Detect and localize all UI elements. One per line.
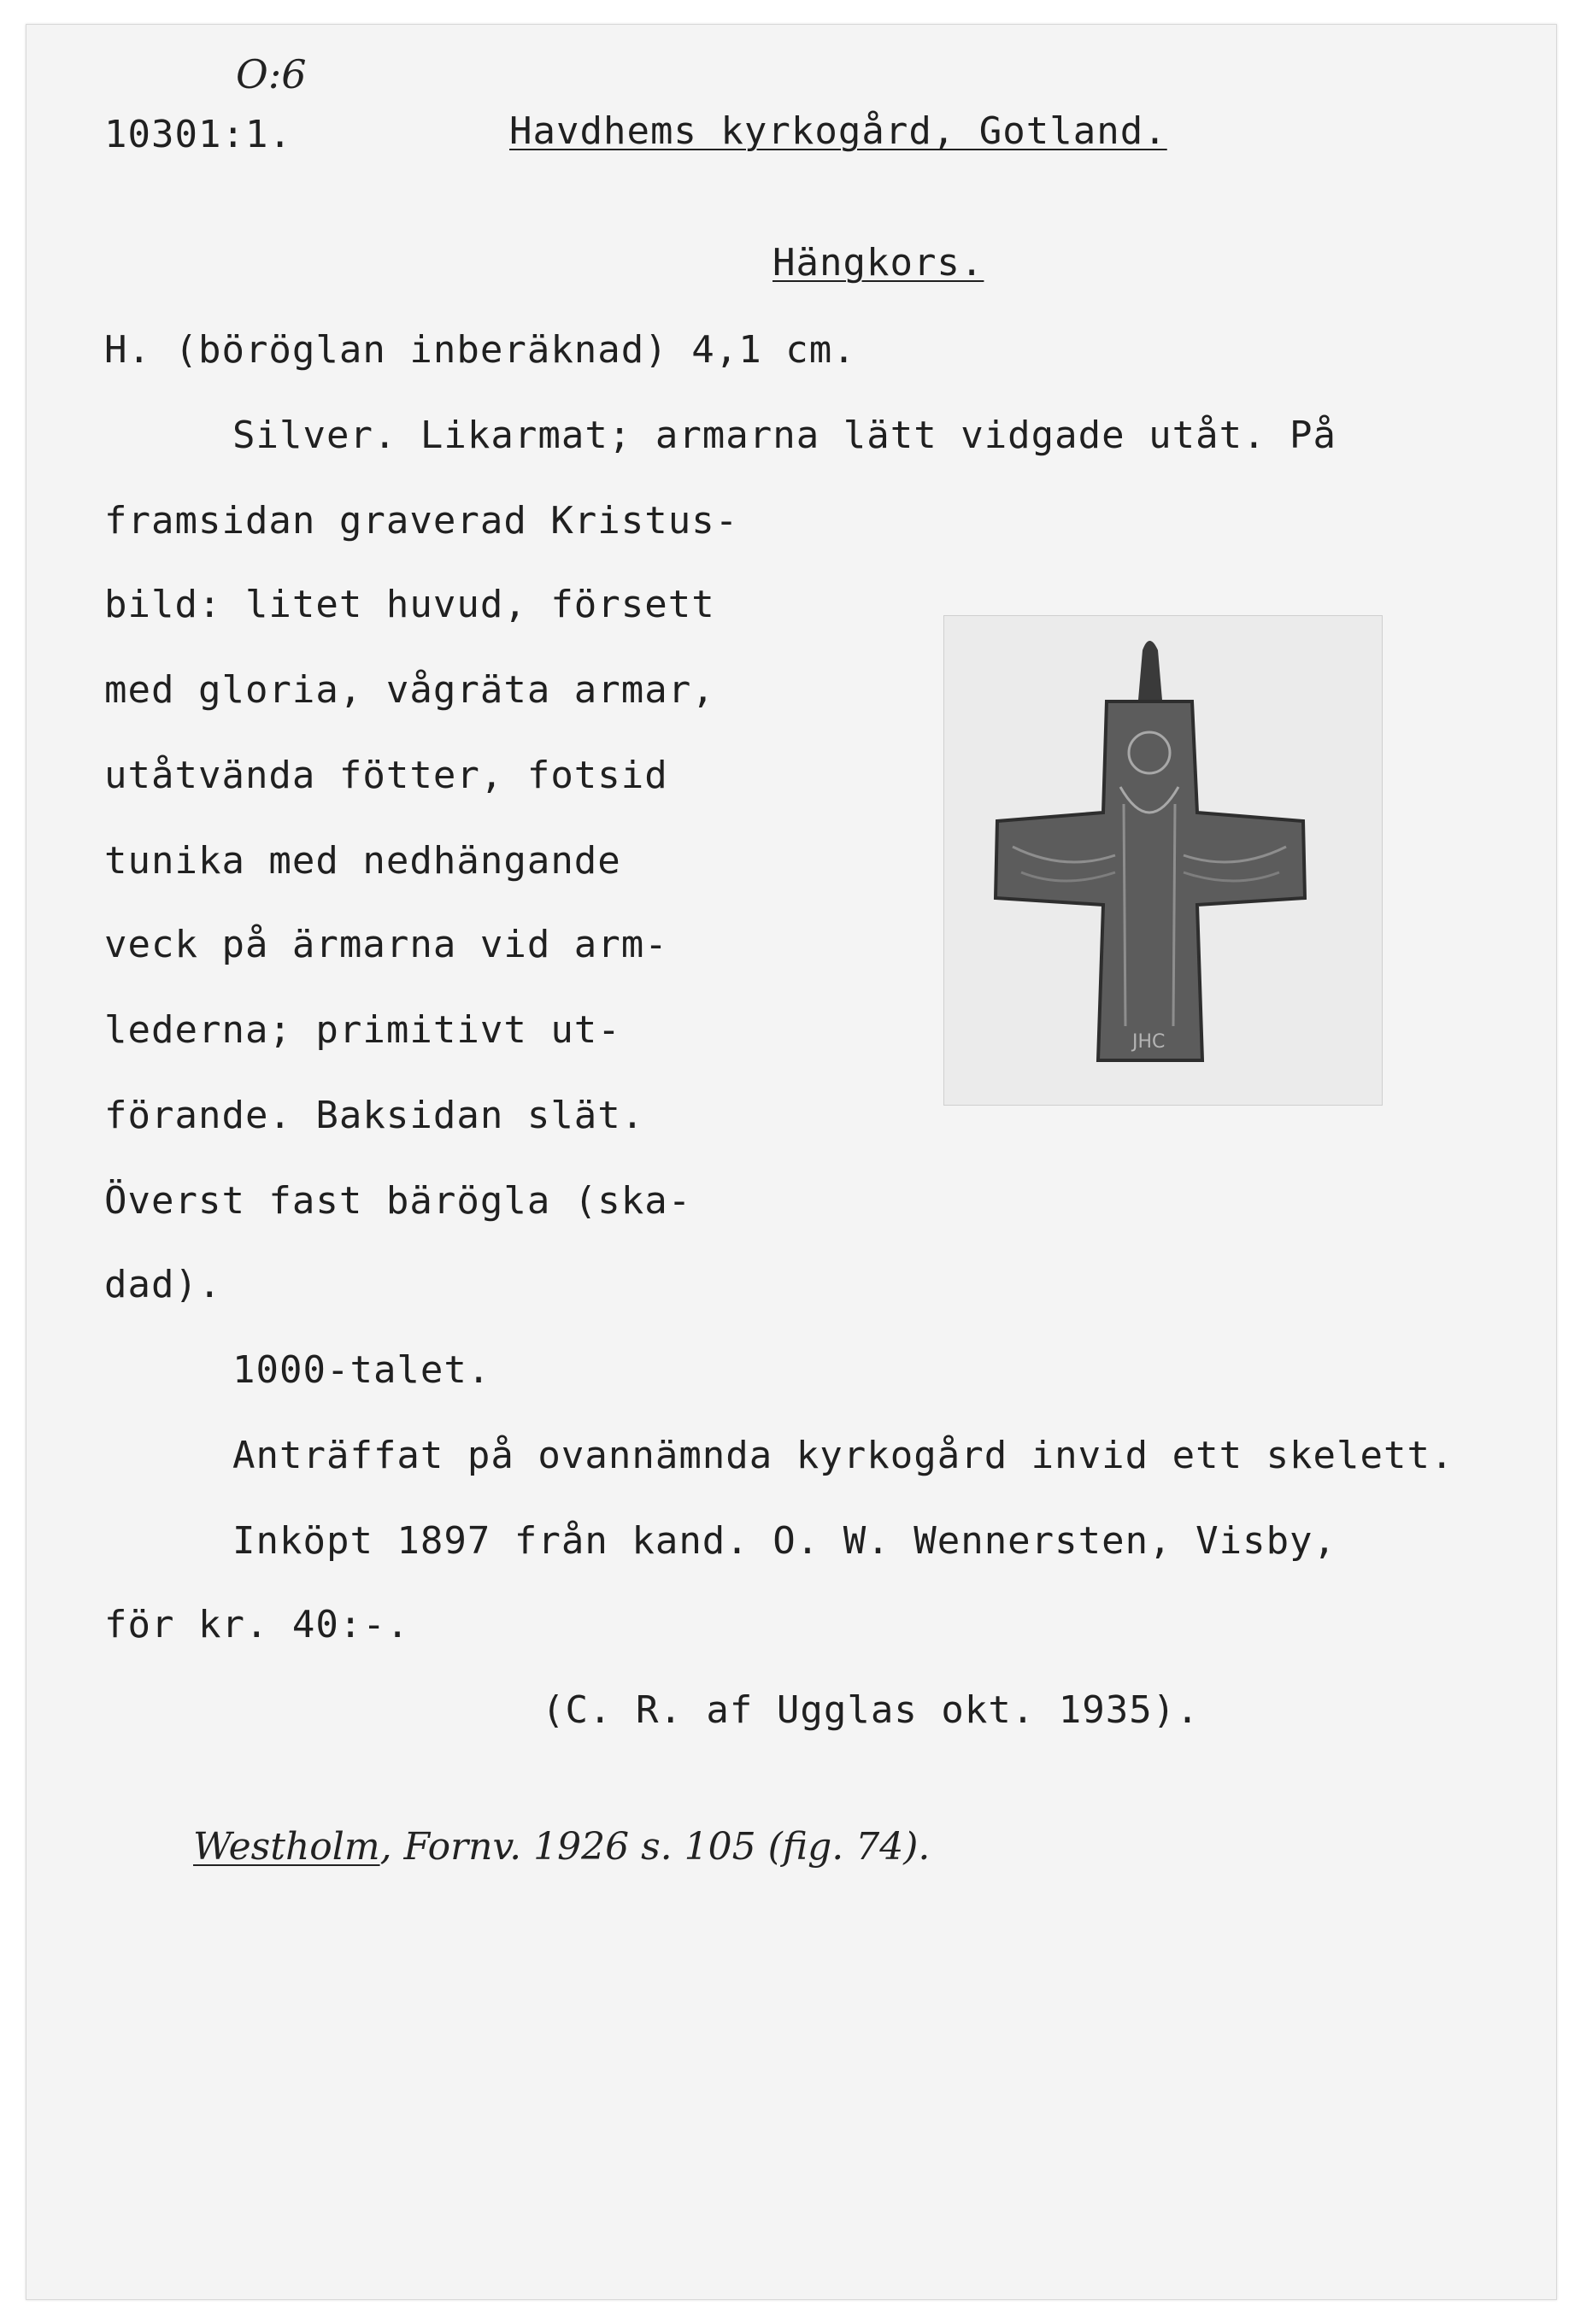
description-line: utåtvända fötter, fotsid	[104, 754, 668, 797]
reference-author: Westholm	[193, 1825, 380, 1869]
object-title: Hängkors.	[773, 241, 984, 285]
description-line: Silver. Likarmat; armarna lätt vidgade utåt. På	[232, 414, 1337, 457]
cross-inscription: JHC	[1132, 1031, 1166, 1053]
cross-pendant-photo	[943, 615, 1383, 1106]
height-line: H. (böröglan inberäknad) 4,1 cm.	[104, 328, 856, 372]
description-line: Överst fast bärögla (ska-	[104, 1179, 692, 1223]
description-line: bild: litet huvud, försett	[104, 583, 715, 626]
description-line: tunika med nedhängande	[104, 839, 621, 883]
found-line: Anträffat på ovannämnda kyrkogård invid ett skelett.	[232, 1434, 1454, 1477]
description-line: framsidan graverad Kristus-	[104, 499, 739, 543]
purchase-line: Inköpt 1897 från kand. O. W. Wennersten, Visby,	[232, 1519, 1337, 1563]
description-line: dad).	[104, 1263, 222, 1306]
description-line: med gloria, vågräta armar,	[104, 668, 715, 712]
reference-rest: , Fornv. 1926 s. 105 (fig. 74).	[379, 1825, 931, 1869]
reference-handwritten	[193, 1825, 930, 1869]
description-line: lederna; primitivt ut-	[104, 1008, 621, 1052]
description-line: förande. Baksidan slät.	[104, 1094, 645, 1137]
purchase-line: för kr. 40:-.	[104, 1603, 410, 1646]
catalog-number: 10301:1.	[104, 113, 292, 156]
date-line: 1000-talet.	[232, 1348, 491, 1392]
description-line: veck på ärmarna vid arm-	[104, 923, 668, 966]
site-title: Havdhems kyrkogård, Gotland.	[509, 109, 1167, 153]
author-line: (C. R. af Ugglas okt. 1935).	[542, 1688, 1200, 1732]
handwritten-top-mark: O:6	[236, 51, 307, 97]
